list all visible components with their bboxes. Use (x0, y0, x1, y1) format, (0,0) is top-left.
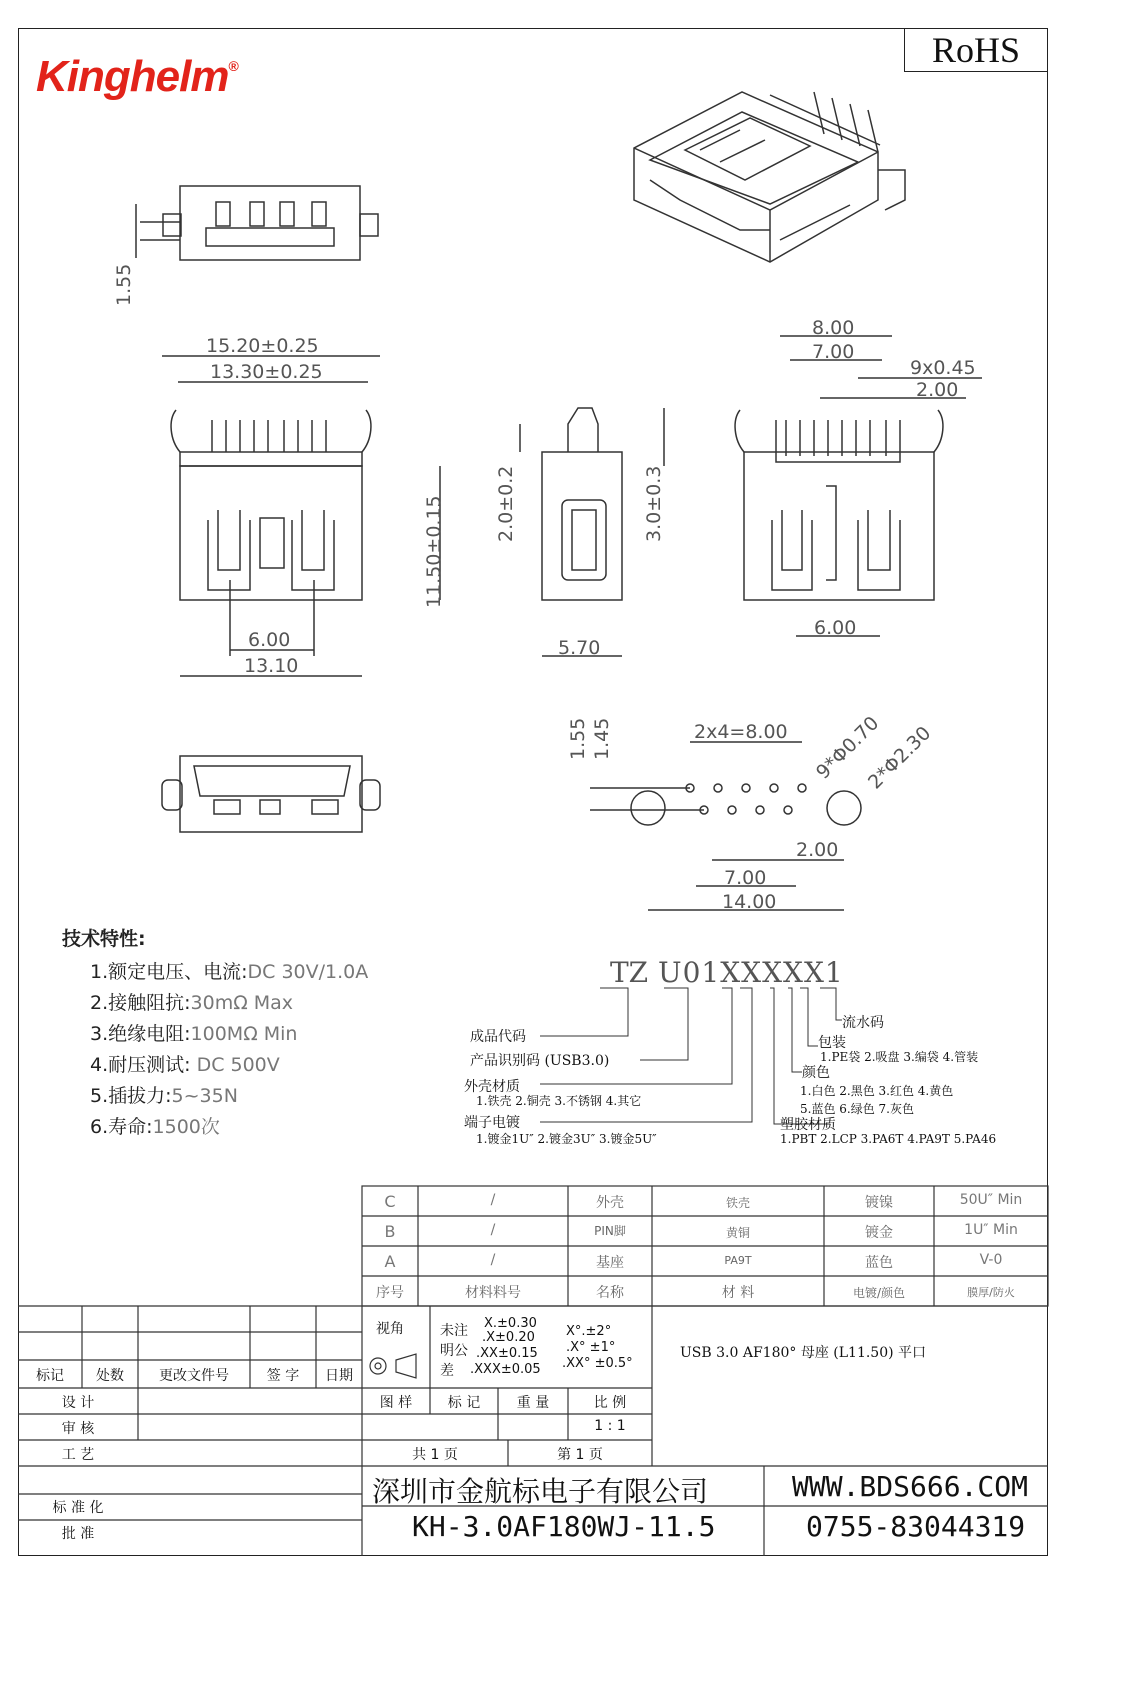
tb-date: 日期 (325, 1368, 353, 1384)
tb-scale-val: 1 : 1 (594, 1418, 626, 1434)
bottom-view (162, 756, 380, 832)
bom-header-mat-no: 材料料号 (465, 1285, 521, 1301)
tb-ang1: X°.±2° (566, 1324, 612, 1339)
bom-id: B (384, 1222, 396, 1241)
tech-item: 2.接触阻抗:30mΩ Max (90, 992, 294, 1014)
tb-tol3: .XX±0.15 (476, 1346, 538, 1361)
tb-approve: 批 准 (61, 1526, 95, 1542)
code-plastic: 塑胶材质 (780, 1117, 836, 1133)
tech-item: 5.插拔力:5~35N (90, 1085, 238, 1107)
dim-side-b: 3.0±0.3 (643, 465, 665, 542)
code-pack-opts: 1.PE袋 2.吸盘 3.编袋 4.管装 (820, 1050, 979, 1064)
tb-doc: 更改文件号 (159, 1368, 229, 1384)
bom-mat-no: / (490, 1192, 496, 1208)
tech-heading: 技术特性: (62, 928, 146, 950)
tech-item: 6.寿命:1500次 (90, 1116, 220, 1138)
tech-item: 3.绝缘电阻:100MΩ Min (90, 1023, 298, 1045)
tech-specs (62, 924, 368, 1143)
dim-pcb-pitch: 2x4=8.00 (694, 721, 788, 743)
tb-scale: 比 例 (593, 1395, 627, 1411)
code-shell-opts: 1.铁壳 2.铜壳 3.不锈钢 4.其它 (476, 1094, 642, 1108)
dim-back-8: 8.00 (812, 317, 855, 339)
bom-finish: 镀金 (865, 1225, 893, 1241)
dim-side-width: 5.70 (558, 637, 601, 659)
tech-item: 4.耐压测试: DC 500V (90, 1054, 280, 1076)
dim-pcb-holes: 9*Φ0.70 (811, 712, 884, 784)
tb-phone: 0755-83044319 (806, 1510, 1026, 1543)
bom-name: 基座 (596, 1255, 624, 1271)
dim-pcb-145: 1.45 (591, 717, 613, 760)
bom-header-material: 材 料 (721, 1285, 755, 1301)
bom-mat-no: / (490, 1252, 496, 1268)
dim-side-a: 2.0±0.2 (495, 465, 517, 542)
code-plating: 端子电镀 (464, 1115, 520, 1131)
tb-tol2: .X±0.20 (482, 1330, 535, 1345)
tb-tol1: X.±0.30 (484, 1316, 537, 1331)
code-serial: 流水码 (842, 1015, 884, 1031)
tb-pattern: 图 样 (379, 1395, 413, 1411)
tb-tol-label2: 明公 (440, 1343, 468, 1359)
dim-top-height: 1.55 (113, 263, 135, 306)
bom-spec: 1U″ Min (964, 1222, 1018, 1238)
top-view (136, 186, 378, 260)
dim-back-pins: 9x0.45 (910, 357, 976, 379)
dim-front-width: 13.10 (244, 655, 299, 677)
tb-sign: 签 字 (266, 1368, 300, 1384)
bom-name: PIN脚 (594, 1224, 626, 1238)
dim-pcb-1400: 14.00 (722, 891, 777, 913)
tb-website: WWW.BDS666.COM (792, 1470, 1029, 1503)
rohs-label: RoHS (904, 28, 1048, 72)
code-plastic-opts: 1.PBT 2.LCP 3.PA6T 4.PA9T 5.PA46 (780, 1132, 997, 1146)
front-view (162, 356, 440, 676)
bom-material: 黄铜 (725, 1226, 750, 1240)
tb-page: 第 1 页 (557, 1447, 603, 1463)
bom-header-name: 名称 (596, 1285, 624, 1301)
tb-company: 深圳市金航标电子有限公司 (372, 1475, 709, 1508)
tb-weight: 重 量 (516, 1395, 550, 1411)
tb-tol-label1: 未注 (440, 1323, 468, 1339)
bom-spec: 50U″ Min (959, 1192, 1023, 1208)
bom-header-spec: 膜厚/防火 (967, 1286, 1015, 1299)
dim-back-6: 6.00 (814, 617, 857, 639)
code-prefix: TZ (610, 956, 649, 989)
tb-zone: 处数 (96, 1368, 124, 1384)
dim-front-pitch: 6.00 (248, 629, 291, 651)
dim-pcb-155: 1.55 (567, 717, 589, 760)
dim-front-height: 11.50±0.15 (423, 495, 445, 608)
code-shell: 外壳材质 (464, 1079, 520, 1095)
dim-front-outer: 15.20±0.25 (206, 335, 319, 357)
code-product: 产品识别码 (USB3.0) (470, 1053, 610, 1069)
tb-mark: 标记 (36, 1368, 64, 1384)
tb-total: 共 1 页 (412, 1447, 458, 1463)
bom-header-finish: 电镀/颜色 (852, 1286, 906, 1300)
tb-process: 工 艺 (61, 1447, 95, 1463)
tb-ang3: .XX° ±0.5° (562, 1356, 633, 1371)
isometric-view (634, 92, 905, 262)
code-color: 颜色 (802, 1065, 830, 1081)
bom-finish: 蓝色 (865, 1255, 893, 1271)
tb-tol-label3: 差 (440, 1363, 454, 1379)
bom-id: C (384, 1192, 396, 1211)
bom-id: A (384, 1252, 396, 1271)
tb-tol4: .XXX±0.05 (470, 1362, 541, 1377)
dim-back-7: 7.00 (812, 341, 855, 363)
bom-spec: V-0 (979, 1252, 1003, 1268)
code-finished: 成品代码 (470, 1029, 526, 1045)
tb-design: 设 计 (61, 1395, 95, 1411)
dim-back-2: 2.00 (916, 379, 959, 401)
tb-marking: 标 记 (447, 1395, 481, 1411)
tb-ang2: .X° ±1° (566, 1340, 616, 1355)
dim-pcb-posts: 2*Φ2.30 (863, 722, 936, 794)
tb-view: 视角 (376, 1321, 404, 1337)
dim-pcb-700: 7.00 (724, 867, 767, 889)
bom-name: 外壳 (596, 1195, 624, 1211)
dim-pcb-200: 2.00 (796, 839, 839, 861)
code-main: U01XXXXX1 (658, 956, 844, 989)
code-plating-opts: 1.镀金1U″ 2.镀金3U″ 3.镀金5U″ (476, 1132, 657, 1146)
bom-header-id: 序号 (376, 1285, 404, 1301)
bom-material: 铁壳 (725, 1196, 750, 1210)
code-color-opts1: 1.白色 2.黑色 3.红色 4.黄色 (800, 1084, 954, 1098)
tech-item: 1.额定电压、电流:DC 30V/1.0A (90, 961, 369, 983)
tb-standard: 标 准 化 (52, 1500, 104, 1516)
tb-desc: USB 3.0 AF180° 母座 (L11.50) 平口 (680, 1345, 927, 1361)
dim-front-inner: 13.30±0.25 (210, 361, 323, 383)
bom-finish: 镀镍 (865, 1195, 893, 1211)
code-color-opts2: 5.蓝色 6.绿色 7.灰色 (800, 1102, 914, 1116)
tb-part-no: KH-3.0AF180WJ-11.5 (412, 1510, 716, 1543)
dimension-labels (113, 264, 976, 913)
tb-review: 审 核 (61, 1421, 95, 1437)
bom-material: PA9T (724, 1254, 752, 1267)
bom-mat-no: / (490, 1222, 496, 1238)
brand-logo: Kinghelm® (36, 52, 238, 101)
code-pack: 包装 (818, 1035, 846, 1051)
